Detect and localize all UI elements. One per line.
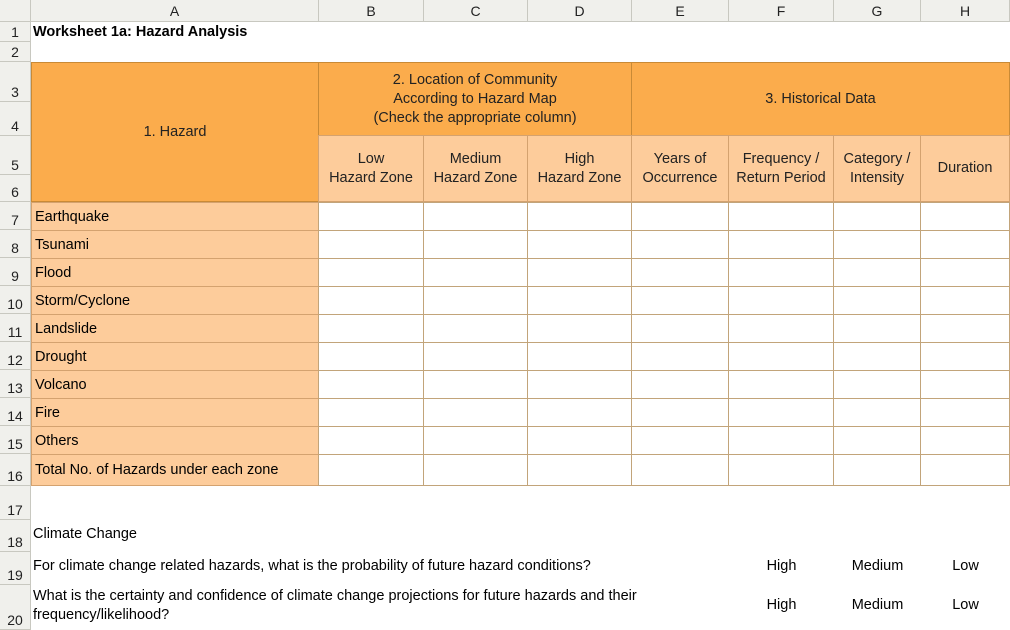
cell-tsunami-low-zone[interactable] [318,230,424,259]
cell-drought-years[interactable] [631,342,729,371]
column-header-f[interactable]: F [729,0,834,22]
cell-fire-medium-zone[interactable] [423,398,528,427]
cell-total-high-zone[interactable] [527,454,632,486]
header-category-intensity: Category / Intensity [833,135,921,202]
cell-drought-low-zone[interactable] [318,342,424,371]
cell-flood-duration[interactable] [920,258,1010,287]
worksheet-title: Worksheet 1a: Hazard Analysis [33,24,248,40]
cell-others-frequency[interactable] [728,426,834,455]
row-header-8[interactable]: 8 [0,230,31,258]
cell-landslide-high-zone[interactable] [527,314,632,343]
hazard-label-drought: Drought [31,342,319,371]
column-header-e[interactable]: E [632,0,729,22]
hazard-label-landslide: Landslide [31,314,319,343]
header-duration: Duration [920,135,1010,202]
cell-volcano-low-zone[interactable] [318,370,424,399]
cell-storm-cyclone-years[interactable] [631,286,729,315]
cell-flood-high-zone[interactable] [527,258,632,287]
cell-fire-frequency[interactable] [728,398,834,427]
header-historical-data: 3. Historical Data [631,62,1010,136]
cell-landslide-frequency[interactable] [728,314,834,343]
header-high-hazard-zone: High Hazard Zone [527,135,632,202]
cell-earthquake-medium-zone[interactable] [423,202,528,231]
climate-question-certainty-line1: What is the certainty and confidence of climate change projections for future hazards and their [33,588,637,604]
row-header-4[interactable]: 4 [0,102,31,136]
cell-storm-cyclone-duration[interactable] [920,286,1010,315]
row-header-12[interactable]: 12 [0,342,31,370]
cell-total-category[interactable] [833,454,921,486]
cell-storm-cyclone-category[interactable] [833,286,921,315]
cell-volcano-medium-zone[interactable] [423,370,528,399]
cell-earthquake-high-zone[interactable] [527,202,632,231]
cell-flood-years[interactable] [631,258,729,287]
cell-storm-cyclone-high-zone[interactable] [527,286,632,315]
cell-volcano-years[interactable] [631,370,729,399]
row-header-1[interactable]: 1 [0,22,31,42]
cell-earthquake-category[interactable] [833,202,921,231]
row-header-19[interactable]: 19 [0,552,31,585]
row-header-20[interactable]: 20 [0,585,31,630]
row-header-11[interactable]: 11 [0,314,31,342]
cell-landslide-years[interactable] [631,314,729,343]
cell-volcano-duration[interactable] [920,370,1010,399]
cell-drought-high-zone[interactable] [527,342,632,371]
cell-others-high-zone[interactable] [527,426,632,455]
cell-flood-category[interactable] [833,258,921,287]
hazard-label-flood: Flood [31,258,319,287]
cell-earthquake-frequency[interactable] [728,202,834,231]
hazard-label-volcano: Volcano [31,370,319,399]
cell-landslide-duration[interactable] [920,314,1010,343]
cell-volcano-category[interactable] [833,370,921,399]
cell-drought-frequency[interactable] [728,342,834,371]
cell-earthquake-low-zone[interactable] [318,202,424,231]
cell-drought-category[interactable] [833,342,921,371]
cell-storm-cyclone-low-zone[interactable] [318,286,424,315]
cell-tsunami-high-zone[interactable] [527,230,632,259]
cell-fire-high-zone[interactable] [527,398,632,427]
column-header-c[interactable]: C [424,0,528,22]
cell-total-low-zone[interactable] [318,454,424,486]
row-header-15[interactable]: 15 [0,426,31,454]
hazard-label-total: Total No. of Hazards under each zone [31,454,319,486]
cell-landslide-low-zone[interactable] [318,314,424,343]
cell-tsunami-years[interactable] [631,230,729,259]
cell-total-frequency[interactable] [728,454,834,486]
q1-option-high[interactable]: High [766,558,797,574]
row-header-9[interactable]: 9 [0,258,31,286]
q2-option-low[interactable]: Low [952,597,979,613]
cell-landslide-category[interactable] [833,314,921,343]
hazard-label-tsunami: Tsunami [31,230,319,259]
cell-others-duration[interactable] [920,426,1010,455]
header-location-of-community: 2. Location of Community According to Hazard Map (Check the appropriate column) [318,62,632,136]
climate-change-title: Climate Change [33,526,137,542]
row-header-3[interactable]: 3 [0,62,31,102]
row-header-5[interactable]: 5 [0,136,31,175]
cell-volcano-frequency[interactable] [728,370,834,399]
cell-tsunami-medium-zone[interactable] [423,230,528,259]
row-header-7[interactable]: 7 [0,202,31,230]
q1-option-low[interactable]: Low [952,558,979,574]
cell-others-low-zone[interactable] [318,426,424,455]
cell-total-years[interactable] [631,454,729,486]
cell-flood-medium-zone[interactable] [423,258,528,287]
column-header-g[interactable]: G [834,0,921,22]
cell-others-years[interactable] [631,426,729,455]
hazard-label-storm-cyclone: Storm/Cyclone [31,286,319,315]
cell-drought-medium-zone[interactable] [423,342,528,371]
cell-total-medium-zone[interactable] [423,454,528,486]
column-header-h[interactable]: H [921,0,1010,22]
hazard-label-fire: Fire [31,398,319,427]
climate-question-certainty [33,587,637,625]
cell-fire-category[interactable] [833,398,921,427]
q2-option-high[interactable]: High [766,597,797,613]
climate-question-probability: For climate change related hazards, what is the probability of future hazard conditions? [33,558,591,574]
column-header-a[interactable]: A [31,0,319,22]
q2-option-medium[interactable]: Medium [851,597,904,613]
cell-storm-cyclone-medium-zone[interactable] [423,286,528,315]
header-hazard: 1. Hazard [31,62,319,202]
cell-drought-duration[interactable] [920,342,1010,371]
cell-tsunami-category[interactable] [833,230,921,259]
hazard-label-others: Others [31,426,319,455]
header-medium-hazard-zone: Medium Hazard Zone [423,135,528,202]
row-header-6[interactable]: 6 [0,175,31,202]
select-all-corner[interactable] [0,0,31,22]
cell-earthquake-years[interactable] [631,202,729,231]
cell-earthquake-duration[interactable] [920,202,1010,231]
cell-fire-duration[interactable] [920,398,1010,427]
climate-question-certainty-line2: frequency/likelihood? [33,607,170,623]
row-header-13[interactable]: 13 [0,370,31,398]
row-header-16[interactable]: 16 [0,454,31,486]
cell-landslide-medium-zone[interactable] [423,314,528,343]
cell-tsunami-duration[interactable] [920,230,1010,259]
q1-option-medium[interactable]: Medium [851,558,904,574]
cell-others-medium-zone[interactable] [423,426,528,455]
row-header-18[interactable]: 18 [0,520,31,552]
row-header-2[interactable]: 2 [0,42,31,62]
cell-total-duration[interactable] [920,454,1010,486]
header-frequency-return-period: Frequency / Return Period [728,135,834,202]
header-years-of-occurrence: Years of Occurrence [631,135,729,202]
row-header-17[interactable]: 17 [0,486,31,520]
cell-flood-low-zone[interactable] [318,258,424,287]
column-header-d[interactable]: D [528,0,632,22]
header-low-hazard-zone: Low Hazard Zone [318,135,424,202]
cell-fire-low-zone[interactable] [318,398,424,427]
row-header-10[interactable]: 10 [0,286,31,314]
cell-flood-frequency[interactable] [728,258,834,287]
cell-volcano-high-zone[interactable] [527,370,632,399]
row-header-14[interactable]: 14 [0,398,31,426]
cell-others-category[interactable] [833,426,921,455]
hazard-label-earthquake: Earthquake [31,202,319,231]
cell-fire-years[interactable] [631,398,729,427]
cell-tsunami-frequency[interactable] [728,230,834,259]
cell-storm-cyclone-frequency[interactable] [728,286,834,315]
column-header-b[interactable]: B [319,0,424,22]
